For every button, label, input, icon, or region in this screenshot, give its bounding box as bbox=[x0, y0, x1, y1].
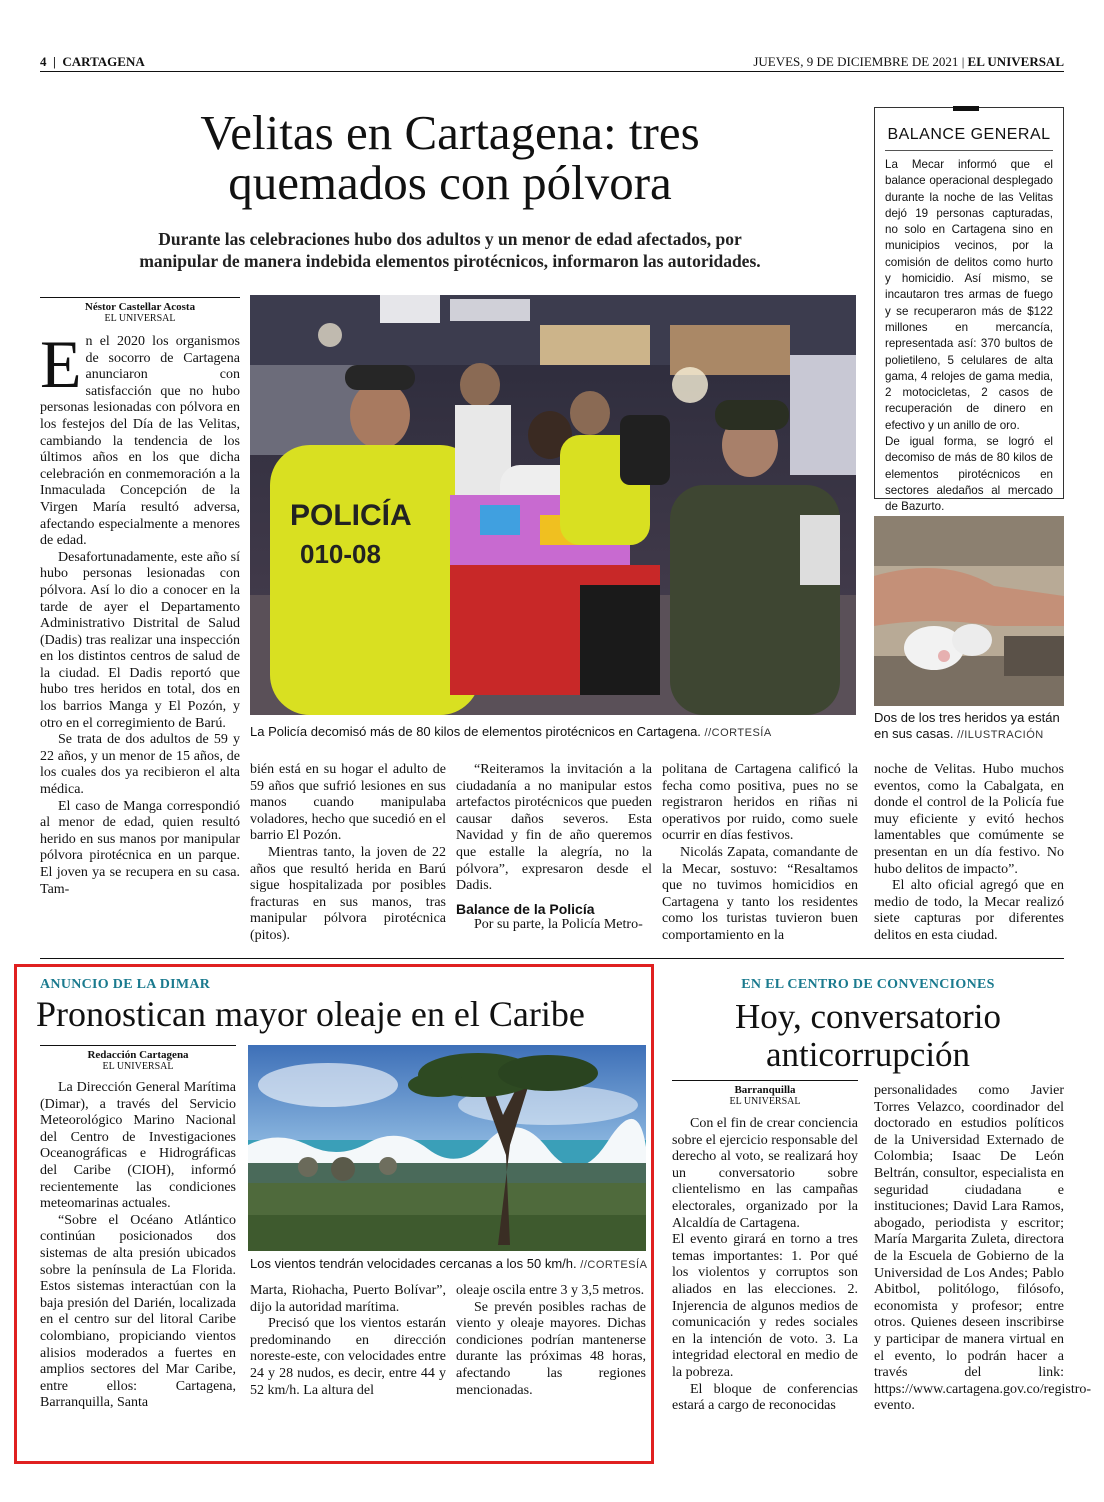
article-paragraph: “Sobre el Océano Atlántico continúan posicionados dos sistemas de alta presión ubicados sobre la península de La Florida. Estos sistemas interactúan con la baja presión del Darién, localizada en el centro sur del litoral Caribe colombiano, propiciando vientos alisios moderados a fuertes en amplios sectores del Mar Caribe, entre ellos: Cartagena, Barranquilla, Santa bbox=[40, 1212, 236, 1411]
page-folio bbox=[40, 54, 1064, 72]
convention-column-1 bbox=[672, 1116, 858, 1456]
injured-hands-photo bbox=[874, 516, 1064, 706]
article-paragraph: Con el fin de crear conciencia sobre el ejercicio responsable del derecho al voto, se realizará hoy un conversatorio sobre clientelismo en las campañas electorales, organizado por la Alcaldía de Cartagena. bbox=[672, 1116, 858, 1231]
folio-right: JUEVES, 9 DE DICIEMBRE DE 2021 | EL UNIVERSAL bbox=[753, 54, 1064, 69]
main-headline-line2: quemados con pólvora bbox=[228, 154, 672, 210]
box-tab-marker bbox=[953, 106, 979, 111]
dimar-headline: Pronostican mayor oleaje en el Caribe bbox=[36, 994, 585, 1034]
balance-general-box bbox=[874, 107, 1064, 514]
sea-photo-caption bbox=[250, 1256, 648, 1271]
main-column-4 bbox=[662, 762, 858, 952]
caption-text: Los vientos tendrán velocidades cercanas a los 50 km/h. bbox=[250, 1256, 577, 1271]
police-photo-caption bbox=[250, 724, 856, 739]
article-paragraph: Precisó que los vientos estarán predominando en dirección noreste-este, con velocidades entre 24 y 28 nudos, es decir, entre 44 y 52 km/h. La altura del bbox=[250, 1316, 446, 1398]
article-paragraph: El caso de Manga correspondió al menor de edad, quien resultó herido en sus manos por manipular pólvora pirotécnica en un parque. El joven ya se recupera en su casa. Tam- bbox=[40, 798, 240, 897]
dimar-column-2 bbox=[250, 1283, 446, 1451]
vest-text: 010-08 bbox=[300, 539, 381, 569]
convention-byline bbox=[672, 1080, 858, 1107]
article-paragraph: Por su parte, la Policía Metro- bbox=[474, 917, 643, 933]
main-subhead-line2: manipular de manera indebida elementos pirotécnicos, informaron las autoridades. bbox=[139, 251, 761, 271]
section-name: CARTAGENA bbox=[62, 54, 145, 69]
dimar-kicker: ANUNCIO DE LA DIMAR bbox=[40, 977, 211, 992]
byline-author: Redacción Cartagena bbox=[87, 1049, 189, 1061]
convention-headline bbox=[672, 998, 1064, 1074]
section-subheading: Balance de la Policía bbox=[456, 900, 595, 917]
drop-cap: E bbox=[40, 326, 82, 402]
main-column-1 bbox=[40, 326, 240, 948]
section-divider bbox=[40, 958, 1064, 959]
photo-credit: //CORTESÍA bbox=[580, 1259, 648, 1271]
balance-box-title: BALANCE GENERAL bbox=[887, 126, 1051, 143]
dimar-column-3 bbox=[456, 1283, 646, 1451]
photo-credit: //ILUSTRACIÓN bbox=[957, 729, 1044, 741]
article-paragraph: Mientras tanto, la joven de 22 años que resultó herida en Barú sigue hospitalizada por posibles fracturas en sus manos, tras manipular pólvora pirotécnica (pitos). bbox=[250, 844, 446, 943]
newspaper-name: EL UNIVERSAL bbox=[967, 54, 1064, 69]
byline-publication: EL UNIVERSAL bbox=[729, 1096, 801, 1107]
caption-text: Dos de los tres heridos ya están en sus casas. bbox=[874, 710, 1060, 741]
page-number: 4 bbox=[40, 54, 47, 69]
folio-left: 4 | CARTAGENA bbox=[40, 54, 145, 69]
article-paragraph: personalidades como Javier Torres Velazco, coordinador del doctorado en estudios políticos de la Universidad Externado de Colombia; Isaac De León Beltrán, consultor, especialista en seguridad ciudadana e instituciones; David Lara Ramos, abogado, periodista y escritor; María Margarita Zuleta, directora de la Escuela de Gobierno de la Universidad de Los Andes; Pablo Abitbol, politólogo, filósofo, economista y profesor; entre otros. Quienes deseen inscribirse y participar de manera virtual en el evento, lo podrán hacer a través del link: https://www.cartagena.gov.co/registro-evento. bbox=[874, 1083, 1092, 1414]
article-paragraph: El alto oficial agregó que en medio de todo, la Mecar realizó siete capturas por diferentes delitos en esta ciudad. bbox=[874, 878, 1064, 943]
police-photo bbox=[250, 295, 856, 715]
byline-publication: EL UNIVERSAL bbox=[102, 1061, 174, 1072]
main-subhead bbox=[40, 228, 860, 272]
article-paragraph: Desafortunadamente, este año sí hubo personas lesionadas con pólvora. Así lo dio a conocer en la tarde de ayer el Departamento Administrativo Distrital de Salud (Dadis) tras realizar una inspección en los distintos centros de salud de la ciudad. El Dadis reportó que hubo tres heridos en total, dos en los barrios Manga y El Pozón, y otro en el corregimiento de Barú. bbox=[40, 549, 240, 731]
article-paragraph: noche de Velitas. Hubo muchos eventos, como la Cabalgata, en donde el control de la Policía fue muy eficiente y evitó hechos lamentables que comúmente se presentan en un día festivo. No hubo delitos de impacto”. bbox=[874, 762, 1064, 877]
caption-text: La Policía decomisó más de 80 kilos de elementos pirotécnicos en Cartagena. bbox=[250, 724, 701, 739]
byline-publication: EL UNIVERSAL bbox=[104, 313, 176, 324]
main-column-2 bbox=[250, 762, 446, 952]
article-paragraph: Nicolás Zapata, comandante de la Mecar, sostuvo: “Resaltamos que no tuvimos homicidios en Cartagena y tanto los residentes como los turistas tuvieron buen comportamiento en la bbox=[662, 844, 858, 943]
issue-date: JUEVES, 9 DE DICIEMBRE DE 2021 bbox=[753, 54, 959, 69]
main-column-3 bbox=[456, 762, 652, 952]
article-paragraph: Marta, Riohacha, Puerto Bolívar”, dijo la autoridad marítima. bbox=[250, 1283, 446, 1315]
article-paragraph: n el 2020 los organismos de socorro de Cartagena anunciaron con satisfacción que no hubo personas lesionadas con pólvora en los festejos del Día de las Velitas, cambiando la tendencia de los últimos años en los que dicha celebración en conmemoración a la Inmaculada Concepción de la Virgen María resultó adversa, afectando especialmente a menores de edad. bbox=[40, 334, 240, 549]
convention-headline-line1: Hoy, conversatorio bbox=[735, 997, 1001, 1036]
photo-credit: //CORTESÍA bbox=[704, 727, 772, 739]
balance-box-text bbox=[875, 151, 1063, 516]
vest-text: POLICÍA bbox=[290, 499, 412, 532]
article-paragraph: El bloque de conferencias estará a cargo de reconocidas bbox=[672, 1381, 858, 1414]
main-headline-line1: Velitas en Cartagena: tres bbox=[200, 105, 700, 160]
article-paragraph: El evento girará en torno a tres temas importantes: 1. Por qué los violentos y corruptos son aliados en las elecciones. 2. Injerencia de algunos medios de comunicación y redes sociales en la intención de voto. 3. La integridad electoral en medio de la pobreza. bbox=[672, 1232, 858, 1380]
dimar-byline bbox=[40, 1045, 236, 1072]
main-headline bbox=[40, 105, 860, 210]
article-paragraph: Se prevén posibles rachas de viento y oleaje mayores. Dichas condiciones podrían mantenerse durante las próximas 48 horas, afectando las regiones mencionadas. bbox=[456, 1299, 646, 1398]
balance-box-paragraph: De igual forma, se logró el decomiso de más de 80 kilos de elementos pirotécnicos en sectores aledaños al mercado de Bazurto. bbox=[885, 435, 1053, 514]
main-byline bbox=[40, 297, 240, 324]
article-paragraph: Se trata de dos adultos de 59 y 22 años, y un menor de 15 años, de los cuales dos ya recibieron el alta médica. bbox=[40, 732, 240, 798]
byline-author: Néstor Castellar Acosta bbox=[84, 301, 196, 313]
balance-box-paragraph: La Mecar informó que el balance operacional desplegado durante la noche de las Velitas dejó 19 personas capturadas, no solo en Cartagena sino en municipios vecinos, por la comisión de delitos como hurto y homicidio. Así mismo, se incautaron tres armas de fuego y se recuperaron más de $122 millones en mercancía, representada así: 370 bultos de polietileno, 5 celulares de alta gama, 4 relojes de gama media, 2 motocicletas, 2 casos de recuperación de dinero en efectivo y un anillo de oro. bbox=[885, 158, 1053, 432]
convention-headline-line2: anticorrupción bbox=[765, 1035, 971, 1074]
dimar-column-1 bbox=[40, 1080, 236, 1450]
main-column-5 bbox=[874, 762, 1064, 952]
article-paragraph: oleaje oscila entre 3 y 3,5 metros. bbox=[456, 1283, 645, 1298]
article-paragraph: politana de Cartagena calificó la fecha como positiva, pues no se registraron heridos en riñas ni operativos por ruido, como suele ocurrir en días festivos. bbox=[662, 762, 858, 844]
main-subhead-line1: Durante las celebraciones hubo dos adultos y un menor de edad afectados, por bbox=[158, 229, 742, 249]
article-paragraph: “Reiteramos la invitación a la ciudadanía a no manipular estos artefactos pirotécnicos que pueden causar daños severos. Esta Navidad y fin de año queremos que estalle la alegría, no la pólvora”, expresaron desde el Dadis. bbox=[456, 762, 652, 894]
sea-photo bbox=[248, 1045, 646, 1251]
byline-author: Barranquilla bbox=[734, 1084, 796, 1096]
convention-kicker: EN EL CENTRO DE CONVENCIONES bbox=[741, 977, 995, 992]
article-paragraph: La Dirección General Marítima (Dimar), a través del Servicio Meteorológico Marino Nacional del Centro de Investigaciones Oceanográficas e Hidrográficas del Caribe (CIOH), informó recientemente las condiciones meteomarinas actuales. bbox=[40, 1080, 236, 1212]
injured-photo-caption bbox=[874, 710, 1064, 743]
article-paragraph: bién está en su hogar el adulto de 59 años que sufrió lesiones en sus manos cuando manipulaba voladores, hecho que sucedió en el barrio El Pozón. bbox=[250, 762, 446, 844]
convention-column-2 bbox=[874, 1083, 1092, 1455]
